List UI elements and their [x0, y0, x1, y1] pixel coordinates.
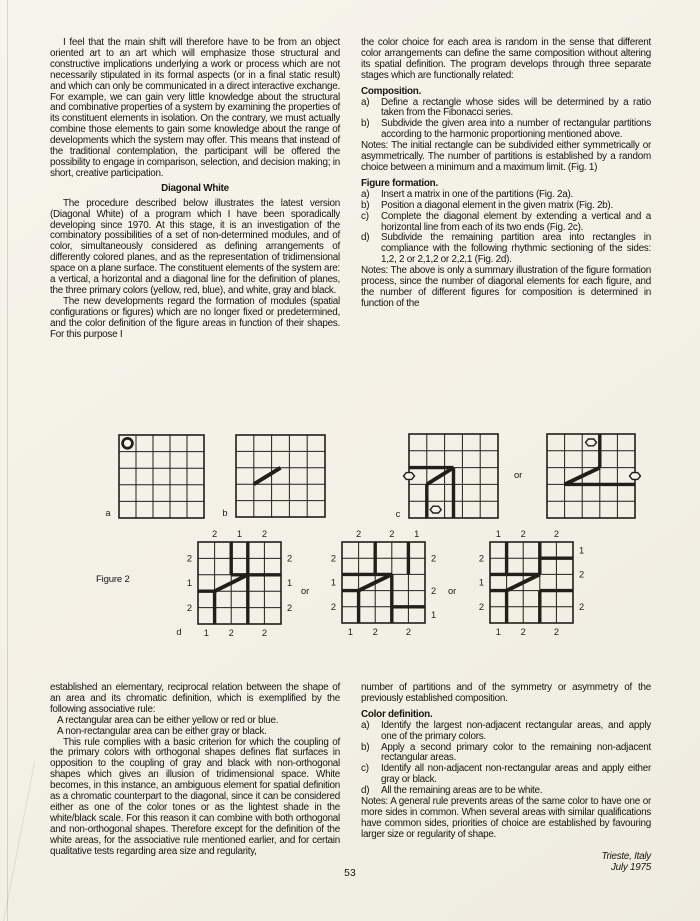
svg-text:1: 1: [287, 578, 293, 589]
list-item: [361, 721, 651, 743]
list-item-text: All the remaining areas are to be white.: [381, 785, 543, 797]
notes-paragraph: Notes: The initial rectangle can be subdivided either symmetrically or asymmetrically. The number of partitions is established by a random choice between a minimum and a maximum limit. (Fig. 1): [361, 140, 651, 173]
svg-text:1: 1: [414, 529, 420, 539]
list-item-text: Define a rectangle whose sides will be determined by a ratio taken from the Fibonacci series.: [381, 96, 651, 119]
svg-text:2: 2: [212, 529, 218, 539]
svg-text:1: 1: [330, 577, 336, 588]
paragraph: The procedure described below illustrates the latest version (Diagonal White) of a program which I have been sporadically developing since 1970. At this stage, it is an investigation of the combinatory possibilities of a set of non-determined modules, and of color, simultaneously considered as defining arrangements of differently colored planes, and as the representation of tridimensional space on a plane surface. The constituent elements of the system are: a vertical, a horizontal and a diagonal line for the definition of planes, the three primary colors (yellow, red, blue), and white, gray and black.: [50, 197, 340, 296]
svg-text:2: 2: [372, 627, 378, 637]
associative-rule-line: A non-rectangular area can be either gray or black.: [57, 725, 267, 737]
svg-text:2: 2: [579, 602, 585, 612]
figure-grid-fig2d-1: [176, 526, 297, 640]
svg-text:2: 2: [553, 627, 559, 637]
svg-text:1: 1: [431, 610, 437, 621]
list-item: [361, 764, 651, 786]
svg-text:2: 2: [520, 627, 526, 637]
svg-text:c: c: [395, 509, 401, 519]
list-item-text: Subdivide the remaining partition area into rectangles in compliance with the following rhythmic sectioning of the sides: 1,2, 2 or 2,1,2 or 2,2,1 (Fig. 2d).: [381, 232, 651, 266]
or-label: or: [448, 586, 457, 596]
notes-paragraph: Notes: The above is only a summary illustration of the figure formation process, since the number of diagonal elements for each figure, and the number of different figures for composition is determined in function of the: [361, 265, 651, 309]
figure-grid-fig2d-3: [474, 526, 589, 639]
section-heading-composition: Composition.: [361, 85, 422, 97]
list-item-text: Apply a second primary color to the remaining non-adjacent rectangular areas.: [381, 741, 651, 764]
signature-date: July 1975: [610, 861, 651, 873]
list-item-text: Position a diagonal element in the given matrix (Fig. 2b).: [381, 199, 613, 211]
list-marker: a): [361, 188, 370, 200]
figure-grid-fig2b: [220, 419, 341, 533]
list-marker: d): [361, 232, 370, 244]
list-item-text: Identify all non-adjacent non-rectangular areas and apply either gray or black.: [381, 763, 651, 786]
svg-text:2: 2: [287, 602, 293, 613]
list-marker: c): [361, 763, 369, 775]
svg-text:2: 2: [287, 553, 293, 564]
svg-text:2: 2: [553, 529, 559, 539]
notes-paragraph: Notes: A general rule prevents areas of the same color to have one or more sides in common. When several areas with similar qualifications have common sides, priorities of choice are established by favouring larger size or regularity of shape.: [361, 796, 651, 840]
svg-text:2: 2: [261, 628, 267, 638]
list-marker: a): [361, 96, 370, 108]
svg-text:1: 1: [495, 627, 501, 637]
paragraph: the color choice for each area is random in the sense that different color arrangements can define the same composition without altering its spatial definition. The program develops through three separate stages which are functionally related:: [361, 37, 651, 81]
svg-text:b: b: [222, 508, 228, 518]
or-label: or: [514, 470, 523, 480]
svg-text:2: 2: [186, 553, 192, 564]
svg-text:2: 2: [261, 529, 267, 539]
svg-text:2: 2: [186, 602, 192, 613]
paragraph: The new developments regard the formation of modules (spatial configurations or figures) which are no longer fixed or predetermined, and the color definition of the figure areas in function of their shapes. For this purpose I: [50, 295, 340, 340]
figure2-caption: Figure 2: [96, 574, 130, 585]
figure-grid-fig2d-2: [326, 526, 441, 639]
svg-text:1: 1: [186, 578, 192, 589]
svg-text:2: 2: [579, 569, 585, 580]
associative-rule-line: A rectangular area can be either yellow or red or blue.: [57, 714, 279, 726]
svg-text:2: 2: [405, 627, 411, 637]
svg-text:2: 2: [520, 529, 526, 539]
figure-grid-fig2c-alt: [531, 418, 651, 534]
paragraph: number of partitions and of the symmetry or asymmetry of the previously established composition.: [361, 682, 651, 704]
svg-text:1: 1: [203, 628, 209, 638]
svg-text:2: 2: [431, 585, 437, 596]
list-marker: d): [361, 785, 370, 797]
list-marker: a): [361, 719, 370, 731]
svg-text:2: 2: [228, 628, 234, 638]
svg-text:1: 1: [347, 627, 353, 637]
list-item-text: Subdivide the given area into a number of rectangular partitions according to the harmonic proportioning mentioned above.: [381, 118, 651, 141]
svg-text:2: 2: [431, 553, 437, 564]
list-marker: b): [361, 118, 370, 130]
page-number: 53: [344, 868, 356, 879]
right-column-bottom: [361, 683, 651, 874]
figure-grid-fig2a: [103, 419, 220, 534]
paragraph: I feel that the main shift will therefore have to be from an object oriented art to an art which will emphasize those structural and constructive implications underlying a work or process which are not necessarily stipulated in its formal aspects (or in a final static result) and which can only be communicated in a direct interactive exchange. For example, we can gain very little knowledge about the structural and combinative properties of a system by examining the properties of its constituent elements in isolation. On the contrary, we must actually combine those elements to gain some knowledge about the range of developments which the system may offer. This means that instead of the traditional contemplation, the participant will be offered the possibility to engage in comparison, selection, and decision making; in short, creative participation.: [50, 37, 340, 179]
figure-grid-fig2c: [393, 418, 514, 534]
list-marker: b): [361, 741, 370, 753]
svg-text:1: 1: [579, 545, 585, 556]
svg-text:a: a: [105, 508, 111, 518]
svg-text:2: 2: [356, 529, 362, 539]
svg-text:2: 2: [478, 602, 484, 612]
svg-text:2: 2: [478, 553, 484, 564]
signature-place: Trieste, Italy: [601, 850, 651, 862]
svg-text:2: 2: [389, 529, 395, 539]
left-column-bottom: [50, 683, 340, 858]
section-heading-figure-formation: Figure formation.: [361, 177, 438, 189]
paragraph: established an elementary, reciprocal relation between the shape of an area and its chromatic definition, which is exemplified by the following associative rule:: [50, 682, 340, 715]
list-marker: c): [361, 210, 369, 222]
section-heading-diagonal-white: Diagonal White: [161, 182, 229, 194]
svg-text:d: d: [176, 627, 182, 637]
list-item-text: Identify the largest non-adjacent rectangular areas, and apply one of the primary colors.: [381, 719, 651, 742]
svg-text:2: 2: [330, 553, 336, 564]
list-item-text: Insert a matrix in one of the partitions (Fig. 2a).: [381, 188, 573, 200]
or-label: or: [301, 586, 310, 596]
list-marker: b): [361, 199, 370, 211]
svg-text:2: 2: [330, 602, 336, 612]
svg-text:1: 1: [495, 529, 501, 539]
list-item: [361, 743, 651, 765]
svg-text:1: 1: [236, 529, 243, 539]
list-item-text: Complete the diagonal element by extending a vertical and a horizontal line from each of its two ends (Fig. 2c).: [381, 210, 651, 233]
paragraph: This rule complies with a basic criterion for which the coupling of the primary colors with orthogonal shapes defines flat surfaces in opposition to the coupling of gray and black with non-orthogonal shapes which gives an illusion of tridimensional space. White becomes, in this instance, an ambiguous element for spatial definition as a chromatic counterpart to the diagonal, since it can be considered either as one of the color tones or as the lightest shade in the white/black scale. For this reason it can combine with both orthogonal and non-orthogonal shapes. Therefore except for the definition of the white areas, for the associative rule mentioned earlier, and for certain qualitative tests regarding area size and regularity,: [50, 736, 340, 857]
section-heading-color-definition: Color definition.: [361, 708, 433, 720]
svg-text:1: 1: [478, 577, 484, 588]
